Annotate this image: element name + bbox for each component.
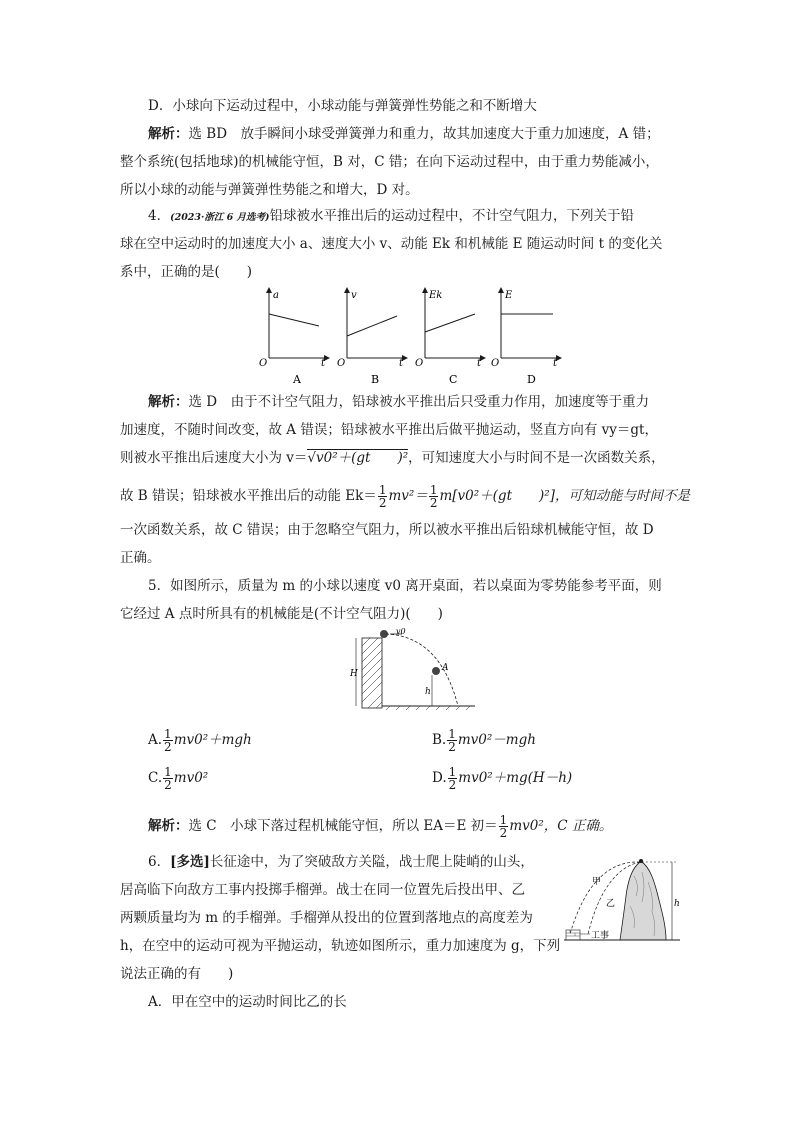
q4-frac-1: $\frac{1}{2}$ xyxy=(378,483,387,510)
q5-frac-num: 1 xyxy=(164,727,172,741)
q6-stem-text1: 长征途中，为了突破敌方关隘，战士爬上陡峭的山头， xyxy=(209,854,534,870)
q4-graph-a-ylabel: a xyxy=(273,290,279,301)
q4-analysis-line5: 一次函数关系，故 C 错误；由于忽略空气阻力，所以被水平推出后铅球机械能守恒，故 D xyxy=(120,522,654,538)
q5-option-b-text: mv0²－mgh xyxy=(457,732,536,748)
q4-graph-b-line xyxy=(347,316,397,336)
q4-analysis-sqrt: √v0²＋(gt )² xyxy=(307,450,409,466)
q6-number: 6． xyxy=(148,854,171,870)
q5-option-d-frac: $\frac{1}{2}$ xyxy=(448,765,457,792)
q5-option-a-prefix: A. xyxy=(148,732,163,748)
q3-option-d: D．小球向下运动过程中，小球动能与弹簧弹性势能之和不断增大 xyxy=(148,98,537,114)
q5-option-c[interactable] xyxy=(148,766,208,791)
q5-fig-h-small: h xyxy=(425,687,431,697)
q4-analysis-line2: 加速度，不随时间改变，故 A 错误；铅球被水平推出后做平抛运动，竖直方向有 vy＝gt， xyxy=(120,422,658,438)
q6-fig-gongshi: 工事 xyxy=(591,931,610,941)
q6-stem-line2: 居高临下向敌方工事内投掷手榴弹。战士在同一位置先后投出甲、乙 xyxy=(120,882,525,898)
q4-analysis-line1 xyxy=(148,392,708,412)
q4-graphs xyxy=(255,284,575,388)
q4-graph-d-label: D xyxy=(527,373,536,386)
q5-fig-a: A xyxy=(442,663,449,673)
q3-analysis-line2: 整个系统(包括地球)的机械能守恒，B 对，C 错；在向下运动过程中，由于重力势能减小， xyxy=(120,154,659,170)
q5-analysis-text-a: 选 C 小球下落过程机械能守恒，所以 EA＝E 初＝ xyxy=(188,818,498,834)
q4-analysis-line4 xyxy=(120,483,690,510)
q4-stem-line2: 球在空中运动时的加速度大小 a、速度大小 v、动能 Ek 和机械能 E 随运动时间 t 的变化关 xyxy=(120,236,663,252)
q5-option-c-text: mv0² xyxy=(173,770,209,786)
q4-stem-line1 xyxy=(148,206,708,228)
q5-option-b-prefix: B. xyxy=(432,732,447,748)
q5-option-a-frac xyxy=(163,728,173,753)
q6-fig-yi: 乙 xyxy=(606,899,616,909)
q5-option-d-prefix: D. xyxy=(432,770,447,786)
q6-tag: [多选] xyxy=(170,854,210,870)
q5-fig-h-big: H xyxy=(350,669,358,679)
q4-graph-b-xlabel: t xyxy=(399,358,404,369)
q5-analysis-frac: $\frac{1}{2}$ xyxy=(499,813,508,840)
q5-number: 5． xyxy=(148,578,171,594)
q5-stem-line1 xyxy=(148,576,708,596)
q4-graph-b-origin: O xyxy=(337,358,346,369)
q6-bunker xyxy=(566,930,580,940)
q5-analysis-label: 解析： xyxy=(148,818,189,834)
q6-stem-line5: 说法正确的有 ) xyxy=(120,966,234,982)
q5-fig-v0: v0 xyxy=(396,627,406,636)
q5-option-a-text: mv0²＋mgh xyxy=(173,732,252,748)
q4-graph-d-origin: O xyxy=(491,358,500,369)
q5-analysis xyxy=(148,814,708,839)
q4-number: 4． xyxy=(148,208,171,224)
q4-stem-line3: 系中，正确的是( ) xyxy=(120,264,253,280)
q3-analysis-text1: 选 BD 放手瞬间小球受弹簧弹力和重力，故其加速度大于重力加速度，A 错； xyxy=(188,126,660,142)
q4-graph-a-label: A xyxy=(293,373,301,386)
q4-graph-d xyxy=(491,290,559,386)
q4-source: (2023·浙江 6 月选考) xyxy=(170,212,270,223)
q5-analysis-text-b: mv0²，C 正确。 xyxy=(509,818,613,834)
q4-graph-c xyxy=(415,290,483,386)
q4-graph-a-origin: O xyxy=(259,358,268,369)
q5-option-b[interactable] xyxy=(432,728,536,753)
q4-graph-a-xlabel: t xyxy=(321,358,326,369)
q5-option-b-frac: $\frac{1}{2}$ xyxy=(448,727,456,754)
q5-option-d[interactable] xyxy=(432,766,572,791)
q4-frac-2: $\frac{1}{2}$ xyxy=(429,483,438,510)
q4-analysis-text4b: mv²＝ xyxy=(388,488,428,504)
q4-analysis-label: 解析： xyxy=(148,394,189,410)
q4-analysis-line3 xyxy=(120,448,680,468)
q4-analysis-text4a: 故 B 错误；铅球被水平推出后的动能 Ek＝ xyxy=(120,488,377,504)
q6-fig-jia: 甲 xyxy=(592,877,602,887)
q4-graph-a xyxy=(259,290,327,386)
q3-analysis-label: 解析： xyxy=(148,126,189,142)
q6-fig-h: h xyxy=(674,899,680,909)
q6-figure xyxy=(562,856,684,946)
q5-option-d-text: mv0²＋mg(H－h) xyxy=(458,770,573,786)
q4-analysis-text3c: ，可知速度大小与时间不是一次函数关系， xyxy=(408,450,665,466)
q3-analysis-line3: 所以小球的动能与弹簧弹性势能之和增大，D 对。 xyxy=(120,182,419,198)
q4-graph-c-line xyxy=(425,314,475,332)
q4-graph-a-line xyxy=(269,314,319,326)
q4-graph-c-label: C xyxy=(449,373,458,386)
q6-mountain xyxy=(620,862,666,940)
q3-analysis-line1 xyxy=(148,124,708,144)
q5-option-a[interactable] xyxy=(148,728,252,753)
q4-graph-d-ylabel: E xyxy=(505,290,513,301)
q5-frac-den: 2 xyxy=(164,740,172,754)
q4-graph-d-xlabel: t xyxy=(553,358,558,369)
q4-analysis-text4c: m[v0²＋(gt )²]，可知动能与时间不是 xyxy=(439,488,690,504)
q4-analysis-line6: 正确。 xyxy=(120,550,161,566)
q5-option-c-prefix: C. xyxy=(148,770,163,786)
q4-analysis-text1: 选 D 由于不计空气阻力，铅球被水平推出后只受重力作用，加速度等于重力 xyxy=(188,394,650,410)
q5-figure xyxy=(350,626,480,712)
q4-analysis-text3a: 则被水平推出后速度大小为 v＝ xyxy=(120,450,308,466)
q4-graph-c-ylabel: Ek xyxy=(429,290,443,301)
q5-stem-line2: 它经过 A 点时所具有的机械能是(不计空气阻力)( ) xyxy=(120,606,443,622)
q4-graph-b-label: B xyxy=(371,373,380,386)
q5-stem-text1: 如图所示，质量为 m 的小球以速度 v0 离开桌面，若以桌面为零势能参考平面，则 xyxy=(170,578,662,594)
q4-graph-b-ylabel: v xyxy=(351,290,357,301)
q5-option-c-frac: $\frac{1}{2}$ xyxy=(164,765,172,792)
q6-stem-line3: 两颗质量均为 m 的手榴弹。手榴弹从投出的位置到落地点的高度差为 xyxy=(120,910,533,926)
q4-stem-text1: 铅球被水平推出后的运动过程中，不计空气阻力，下列关于铅 xyxy=(269,208,635,224)
q4-graph-c-xlabel: t xyxy=(477,358,482,369)
q4-graph-c-origin: O xyxy=(415,358,424,369)
q6-stem-line4: h，在空中的运动可视为平抛运动，轨迹如图所示，重力加速度为 g，下列 xyxy=(120,938,561,954)
q5-ball-a xyxy=(432,667,440,675)
q4-graph-b xyxy=(337,290,405,386)
q6-option-a[interactable]: A．甲在空中的运动时间比乙的长 xyxy=(148,994,347,1010)
